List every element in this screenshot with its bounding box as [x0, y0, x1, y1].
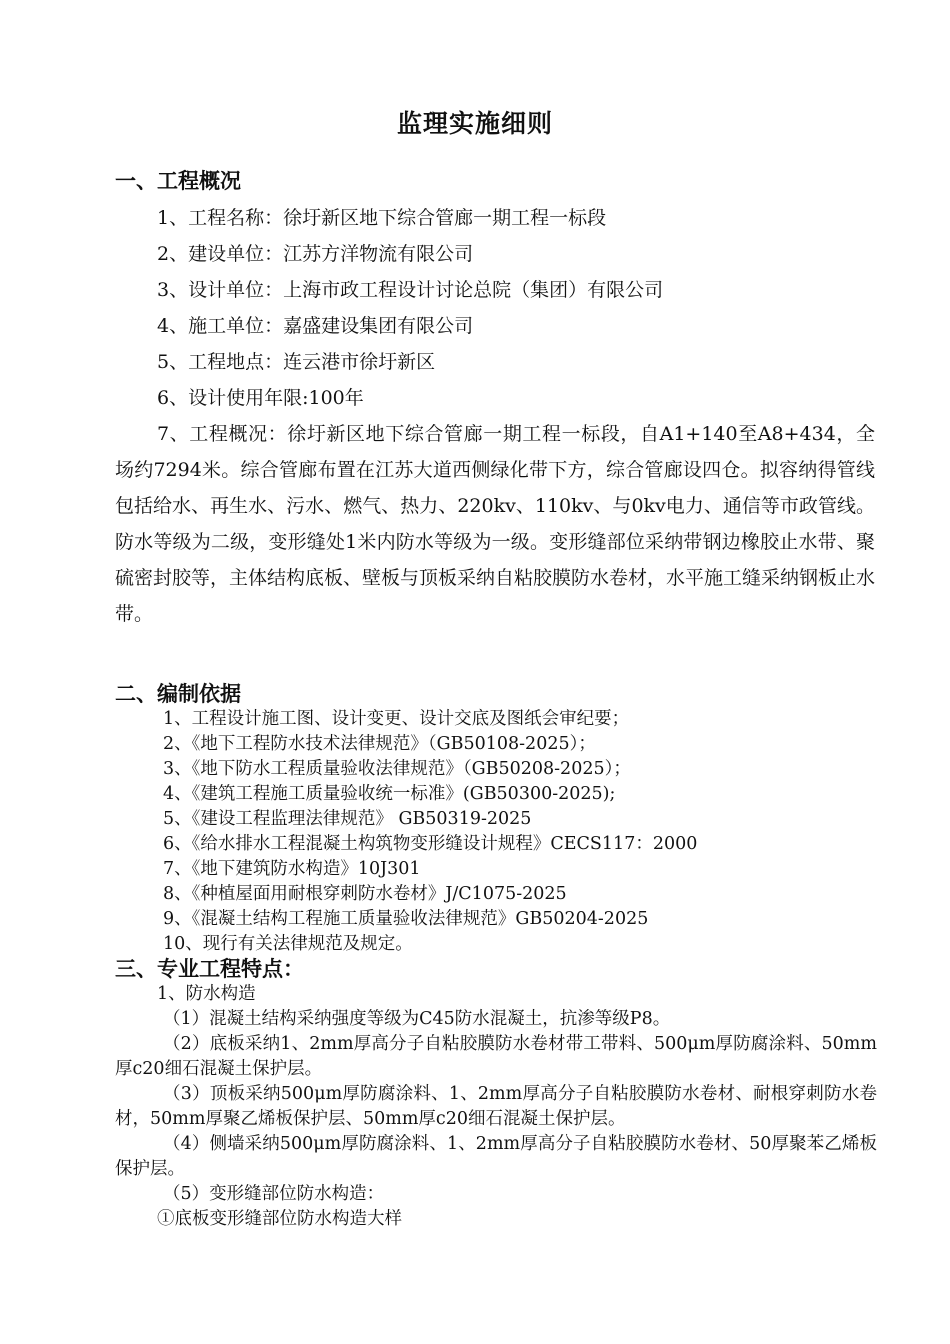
- list-item: 5、《建设工程监理法律规范》 GB50319-2025: [163, 809, 532, 829]
- list-item: 1、工程名称：徐圩新区地下综合管廊一期工程一标段: [157, 207, 607, 229]
- list-item: 2、《地下工程防水技术法律规范》（GB50108-2025）；: [163, 734, 596, 754]
- list-item: 9、《混凝土结构工程施工质量验收法律规范》GB50204-2025: [163, 909, 649, 929]
- list-item: 4、施工单位：嘉盛建设集团有限公司: [157, 315, 474, 337]
- list-item: 3、设计单位：上海市政工程设计讨论总院（集团）有限公司: [157, 279, 664, 301]
- overview-paragraph: 7、工程概况：徐圩新区地下综合管廊一期工程一标段，自A1+140至A8+434，全场约7294米。综合管廊布置在江苏大道西侧绿化带下方，综合管廊设四仓。拟容纳得管线包括给水、再生水、污水、燃气、热力、220kv、110kv、与0kv电力、通信等市政管线。防水等级为二级，变形缝处1米内防水等级为一级。变形缝部位采纳带钢边橡胶止水带、聚硫密封胶等，主体结构底板、壁板与顶板采纳自粘胶膜防水卷材，水平施工缝采纳钢板止水带。: [115, 423, 876, 625]
- list-item: 6、《给水排水工程混凝土构筑物变形缝设计规程》CECS117：2000: [163, 834, 698, 854]
- page-title: 监理实施细则: [396, 109, 553, 138]
- list-item: 6、设计使用年限:100年: [157, 387, 364, 409]
- list-item: 2、建设单位：江苏方洋物流有限公司: [157, 243, 474, 265]
- paragraph: ①底板变形缝部位防水构造大样: [157, 1209, 402, 1229]
- paragraph: （2）底板采纳1、2mm厚高分子自粘胶膜防水卷材带工带料、500μm厚防腐涂料、50mm厚c20细石混凝土保护层。: [115, 1034, 877, 1079]
- section-heading-overview: 一、工程概况: [115, 169, 241, 193]
- paragraph: （5）变形缝部位防水构造：: [163, 1184, 385, 1204]
- subsection-title: 1、防水构造: [157, 984, 256, 1004]
- section-heading-features: 三、专业工程特点：: [115, 957, 304, 981]
- list-item: 10、现行有关法律规范及规定。: [163, 934, 413, 954]
- list-item: 4、《建筑工程施工质量验收统一标准》(GB50300-2025);: [163, 784, 616, 804]
- paragraph: （4）侧墙采纳500μm厚防腐涂料、1、2mm厚高分子自粘胶膜防水卷材、50厚聚苯乙烯板保护层。: [115, 1134, 877, 1179]
- paragraph: （3）顶板采纳500μm厚防腐涂料、1、2mm厚高分子自粘胶膜防水卷材、耐根穿刺防水卷材，50mm厚聚乙烯板保护层、50mm厚c20细石混凝土保护层。: [115, 1084, 877, 1129]
- list-item: 1、工程设计施工图、设计变更、设计交底及图纸会审纪要；: [163, 709, 630, 729]
- list-item: 8、《种植屋面用耐根穿刺防水卷材》J/C1075-2025: [163, 884, 567, 904]
- section-heading-basis: 二、编制依据: [115, 682, 241, 706]
- list-item: 5、工程地点：连云港市徐圩新区: [157, 351, 436, 373]
- list-item: 7、《地下建筑防水构造》10J301: [163, 859, 421, 879]
- paragraph: （1）混凝土结构采纳强度等级为C45防水混凝土，抗渗等级P8。: [163, 1009, 671, 1029]
- list-item: 3、《地下防水工程质量验收法律规范》（GB50208-2025）；: [163, 759, 631, 779]
